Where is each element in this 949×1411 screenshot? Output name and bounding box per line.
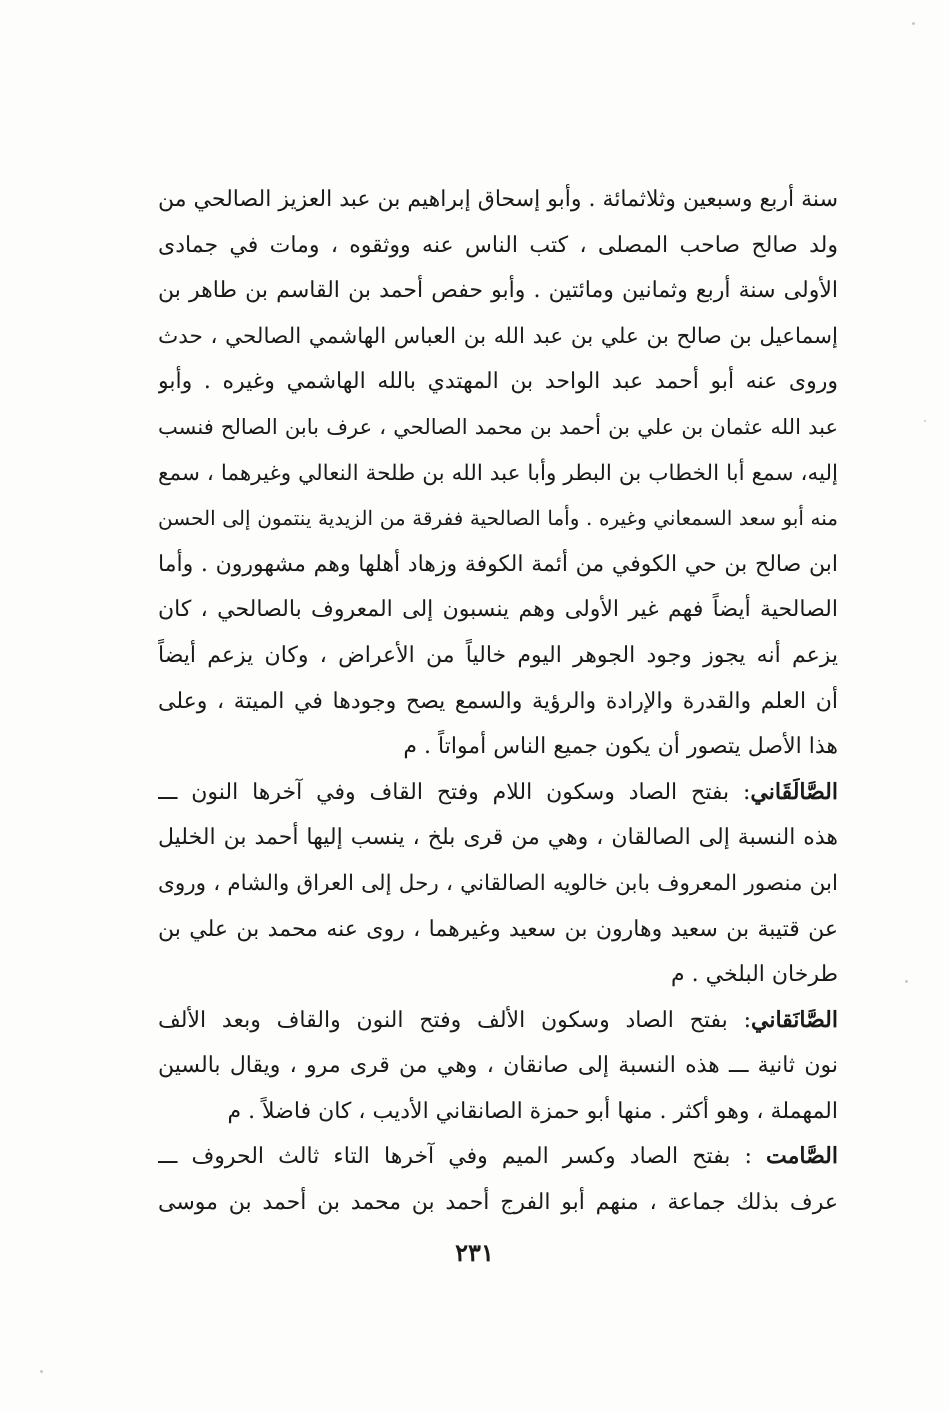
- text-line: إسماعيل بن صالح بن علي بن عبد الله بن العباس الهاشمي الصالحي ، حدث: [158, 323, 838, 349]
- entry-text: : بفتح الصاد وسكون اللام وفتح القاف وفي آخرها النون ـــ: [158, 779, 751, 805]
- scan-speck: [912, 22, 915, 25]
- text-line: إليه، سمع أبا الخطاب بن البطر وأبا عبد الله بن طلحة النعالي وغيرهما ، سمع: [158, 460, 838, 486]
- text-line: وروى عنه أبو أحمد عبد الواحد بن المهتدي بالله الهاشمي وغيره . وأبو: [158, 369, 838, 395]
- text-line: ابن منصور المعروف بابن خالويه الصالقاني ، رحل إلى العراق والشام ، وروى: [158, 870, 838, 896]
- text-line: عرف بذلك جماعة ، منهم أبو الفرج أحمد بن محمد بن أحمد بن موسى: [158, 1190, 838, 1216]
- body-text: [158, 177, 838, 1226]
- page-number: ٢٣١: [455, 1238, 494, 1267]
- text-line: المهملة ، وهو أكثر . منها أبو حمزة الصانقاني الأديب ، كان فاضلاً . م: [227, 1098, 838, 1124]
- entry-line: [158, 770, 838, 816]
- text-line: طرخان البلخي . م: [671, 962, 838, 988]
- text-line: هذه النسبة إلى الصالقان ، وهي من قرى بلخ ، ينسب إليها أحمد بن الخليل: [158, 825, 838, 851]
- text-line: منه أبو سعد السمعاني وغيره . وأما الصالحية ففرقة من الزيدية ينتمون إلى الحسن: [158, 506, 838, 531]
- entry-heading: الصَّانَقاني: [750, 1006, 838, 1033]
- text-line: سنة أربع وسبعين وثلاثمائة . وأبو إسحاق إبراهيم بن عبد العزيز الصالحي من: [158, 187, 838, 212]
- scan-speck: [905, 980, 908, 983]
- text-line: ولد صالح صاحب المصلى ، كتب الناس عنه ووثقوه ، ومات في جمادى: [158, 232, 838, 258]
- text-line: الصالحية أيضاً فهم غير الأولى وهم ينسبون إلى المعروف بالصالحي ، كان: [158, 597, 838, 623]
- text-line: نون ثانية ـــ هذه النسبة إلى صانقان ، وهي من قرى مرو ، ويقال بالسين: [158, 1053, 838, 1079]
- text-line: ابن صالح بن حي الكوفي من أئمة الكوفة وزهاد أهلها وهم مشهورون . وأما: [158, 551, 838, 577]
- entry-text: : بفتح الصاد وكسر الميم وفي آخرها التاء ثالث الحروف ـــ: [158, 1144, 767, 1170]
- text-line: هذا الأصل يتصور أن يكون جميع الناس أمواتاً . م: [403, 734, 838, 760]
- scan-speck: [40, 1370, 43, 1373]
- text-line: أن العلم والقدرة والإرادة والرؤية والسمع يصح وجودها في الميتة ، وعلى: [158, 688, 838, 714]
- entry-line: [158, 998, 838, 1044]
- entry-heading: الصَّامت: [766, 1143, 838, 1170]
- text-line: الأولى سنة أربع وثمانين ومائتين . وأبو حفص أحمد بن القاسم بن طاهر بن: [158, 278, 838, 304]
- scan-speck: [924, 420, 926, 422]
- text-line: عبد الله عثمان بن علي بن أحمد بن محمد الصالحي ، عرف بابن الصالح فنسب: [158, 414, 838, 439]
- entry-line: [158, 1134, 838, 1180]
- entry-text: : بفتح الصاد وسكون الألف وفتح النون والقاف وبعد الألف: [158, 1007, 751, 1033]
- text-line: عن قتيبة بن سعيد وهارون بن سعيد وغيرهما ، روى عنه محمد بن علي بن: [158, 916, 838, 942]
- text-line: يزعم أنه يجوز وجود الجوهر اليوم خالياً من الأعراض ، وكان يزعم أيضاً: [158, 642, 838, 668]
- entry-heading: الصَّالَقَاني: [750, 778, 838, 805]
